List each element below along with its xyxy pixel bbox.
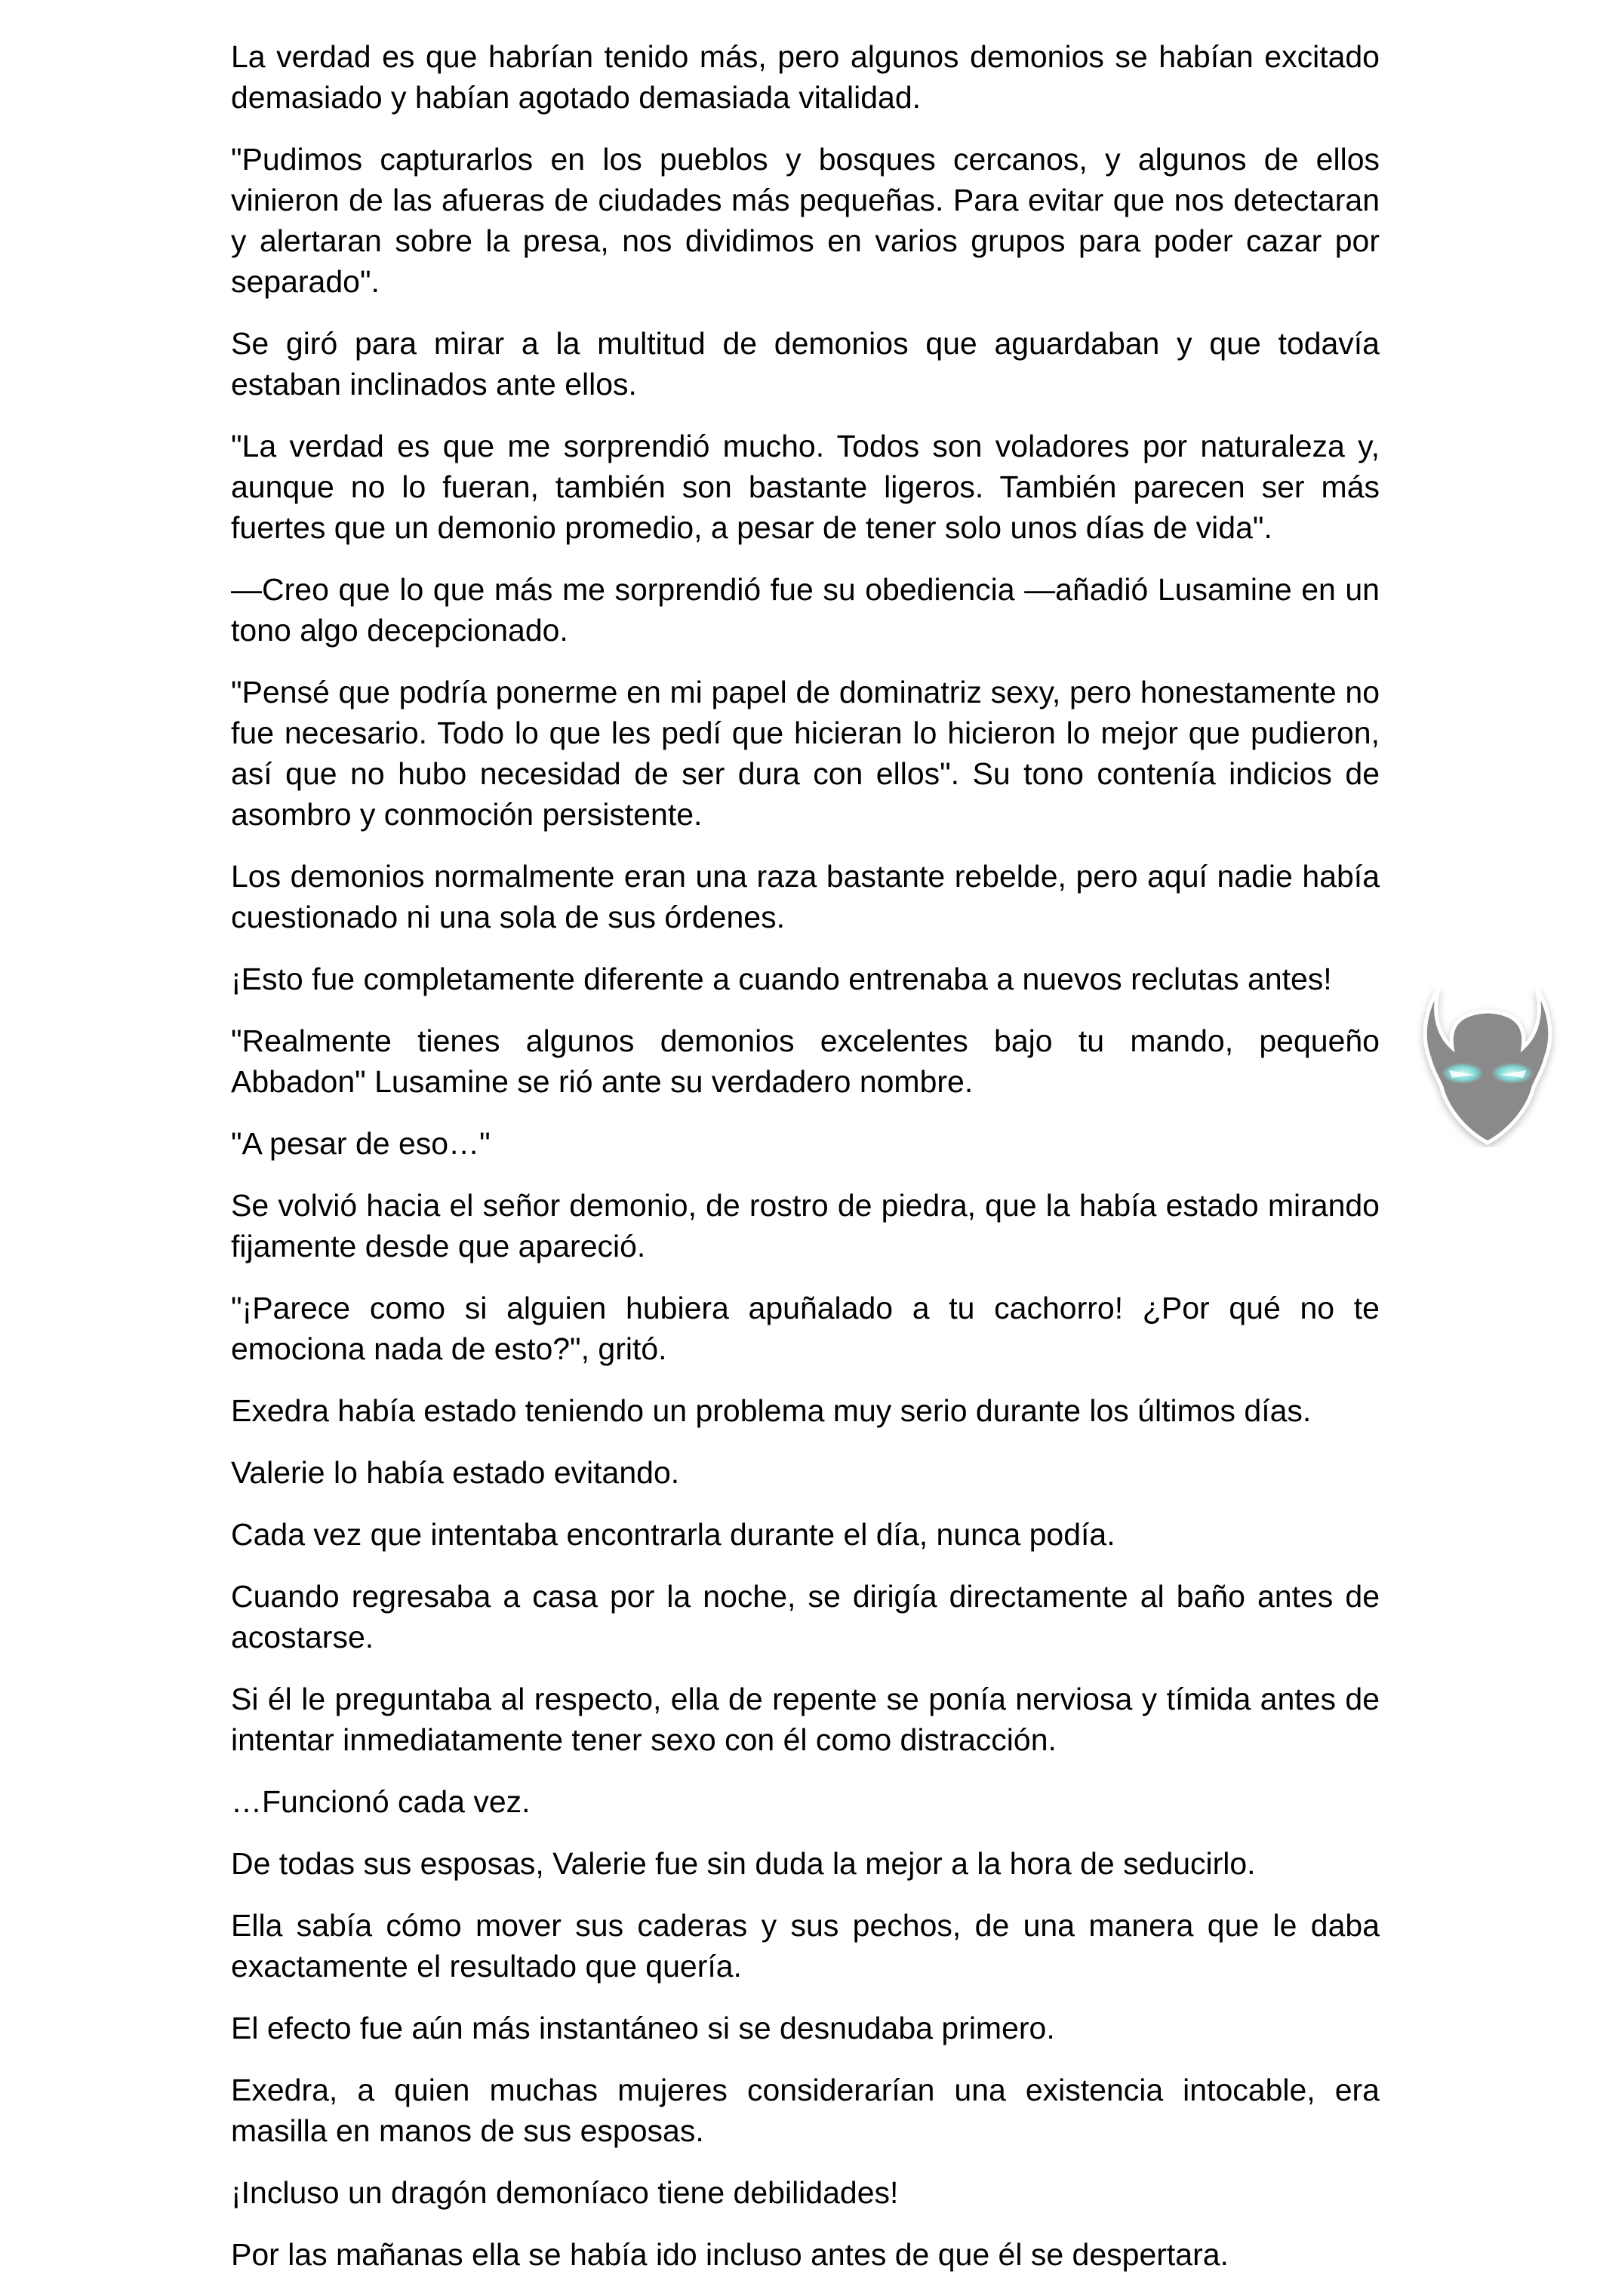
paragraph: "¡Parece como si alguien hubiera apuñalado a tu cachorro! ¿Por qué no te emociona nada de esto?", gritó. (231, 1291, 1380, 1366)
paragraph: Exedra había estado teniendo un problema muy serio durante los últimos días. (231, 1393, 1312, 1428)
paragraph: Se giró para mirar a la multitud de demonios que aguardaban y que todavía estaban inclinados ante ellos. (231, 326, 1380, 402)
paragraph: ¡Esto fue completamente diferente a cuando entrenaba a nuevos reclutas antes! (231, 962, 1332, 996)
paragraph: Cada vez que intentaba encontrarla durante el día, nunca podía. (231, 1517, 1115, 1552)
paragraph: Ella sabía cómo mover sus caderas y sus pechos, de una manera que le daba exactamente el resultado que quería. (231, 1908, 1380, 1984)
paragraph: "Pensé que podría ponerme en mi papel de dominatriz sexy, pero honestamente no fue necesario. Todo lo que les pedí que hicieran lo hicieron lo mejor que pudieron, así que no hubo necesidad de ser dura con ellos". Su tono contenía indicios de asombro y conmoción persistente. (231, 675, 1380, 832)
paragraph: "Pudimos capturarlos en los pueblos y bosques cercanos, y algunos de ellos vinieron de las afueras de ciudades más pequeñas. Para evitar que nos detectaran y alertaran sobre la presa, nos dividimos en varios grupos para poder cazar por separado". (231, 142, 1380, 299)
paragraph: De todas sus esposas, Valerie fue sin duda la mejor a la hora de seducirlo. (231, 1846, 1256, 1881)
paragraph: Cuando regresaba a casa por la noche, se dirigía directamente al baño antes de acostarse. (231, 1579, 1380, 1654)
paragraph: El efecto fue aún más instantáneo si se desnudaba primero. (231, 2011, 1055, 2045)
paragraph: Por las mañanas ella se había ido incluso antes de que él se despertara. (231, 2237, 1229, 2272)
paragraph: Valerie lo había estado evitando. (231, 1455, 680, 1490)
body-text (231, 36, 1380, 2296)
paragraph: "Realmente tienes algunos demonios excelentes bajo tu mando, pequeño Abbadon" Lusamine se rió ante su verdadero nombre. (231, 1023, 1380, 1099)
paragraph: Se volvió hacia el señor demonio, de rostro de piedra, que la había estado mirando fijamente desde que apareció. (231, 1188, 1380, 1263)
paragraph: Exedra, a quien muchas mujeres considerarían una existencia intocable, era masilla en manos de sus esposas. (231, 2073, 1380, 2148)
paragraph: "La verdad es que me sorprendió mucho. Todos son voladores por naturaleza y, aunque no lo fueran, también son bastante ligeros. También parecen ser más fuertes que un demonio promedio, a pesar de tener solo unos días de vida". (231, 429, 1380, 545)
paragraph: —Creo que lo que más me sorprendió fue su obediencia —añadió Lusamine en un tono algo decepcionado. (231, 572, 1380, 648)
paragraph: Los demonios normalmente eran una raza bastante rebelde, pero aquí nadie había cuestionado ni una sola de sus órdenes. (231, 859, 1380, 934)
paragraph: Si él le preguntaba al respecto, ella de repente se ponía nerviosa y tímida antes de intentar inmediatamente tener sexo con él como distracción. (231, 1682, 1380, 1757)
demon-head-icon (1416, 981, 1559, 1147)
paragraph: …Funcionó cada vez. (231, 1784, 531, 1819)
paragraph: "A pesar de eso…" (231, 1126, 491, 1161)
paragraph: ¡Incluso un dragón demoníaco tiene debilidades! (231, 2175, 899, 2210)
paragraph: La verdad es que habrían tenido más, pero algunos demonios se habían excitado demasiado y habían agotado demasiada vitalidad. (231, 39, 1380, 115)
